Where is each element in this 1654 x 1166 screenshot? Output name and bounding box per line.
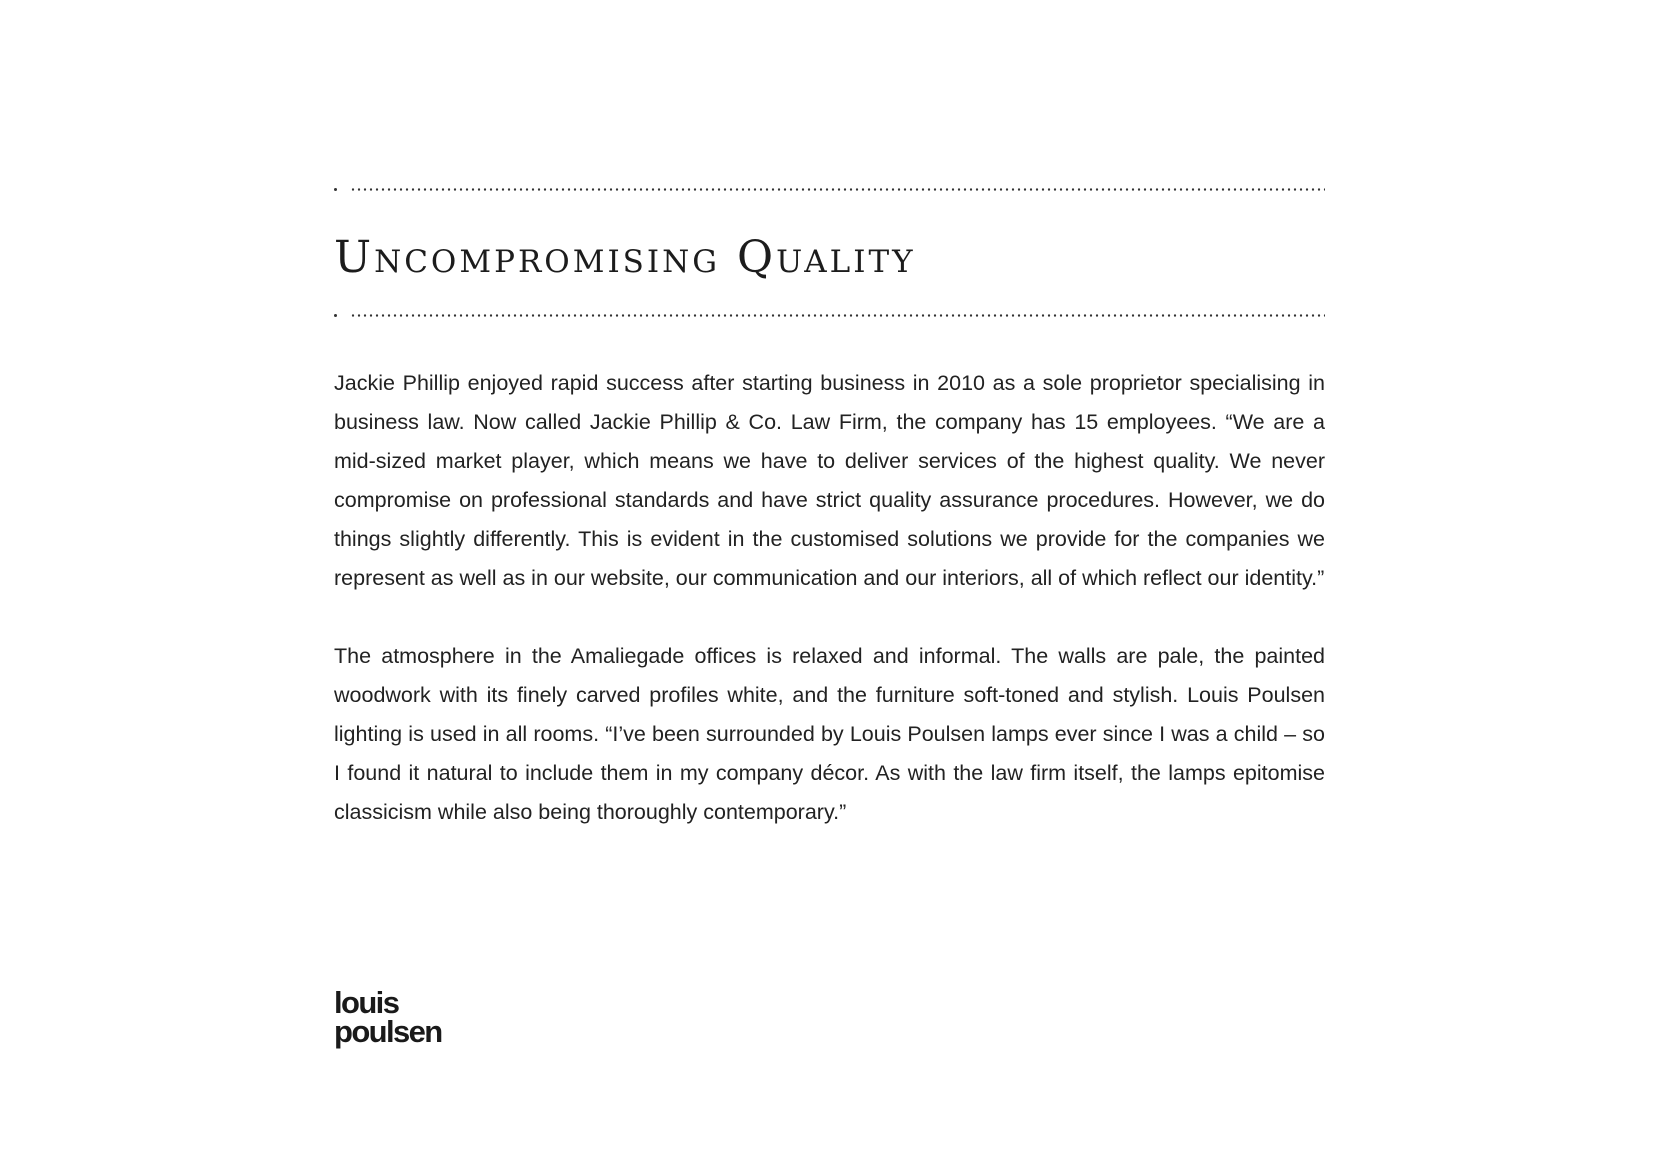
article bbox=[334, 188, 1325, 832]
paragraph-1: Jackie Phillip enjoyed rapid success after starting business in 2010 as a sole proprietor specialising in business law. Now called Jackie Phillip & Co. Law Firm, the company has 15 employees. “We are a mid-sized market player, which means we have to deliver services of the highest quality. We never compromise on professional standards and have strict quality assurance procedures. However, we do things slightly differently. This is evident in the customised solutions we provide for the companies we represent as well as in our website, our communication and our interiors, all of which reflect our identity.” bbox=[334, 371, 1325, 590]
logo-line-1: louis bbox=[334, 985, 399, 1020]
logo-line-2: poulsen bbox=[334, 1014, 442, 1049]
bottom-dotted-divider bbox=[334, 314, 1325, 320]
paragraph-2: The atmosphere in the Amaliegade offices is relaxed and informal. The walls are pale, the painted woodwork with its finely carved profiles white, and the furniture soft-toned and stylish. Louis Poulsen lighting is used in all rooms. “I’ve been surrounded by Louis Poulsen lamps ever since I was a child – so I found it natural to include them in my company décor. As with the law firm itself, the lamps epitomise classicism while also being thoroughly contemporary.” bbox=[334, 644, 1325, 824]
louis-poulsen-logo bbox=[334, 985, 442, 1049]
page-title: Uncompromising Quality bbox=[334, 232, 916, 283]
body-text bbox=[334, 364, 1325, 832]
heading-block bbox=[334, 194, 1325, 314]
